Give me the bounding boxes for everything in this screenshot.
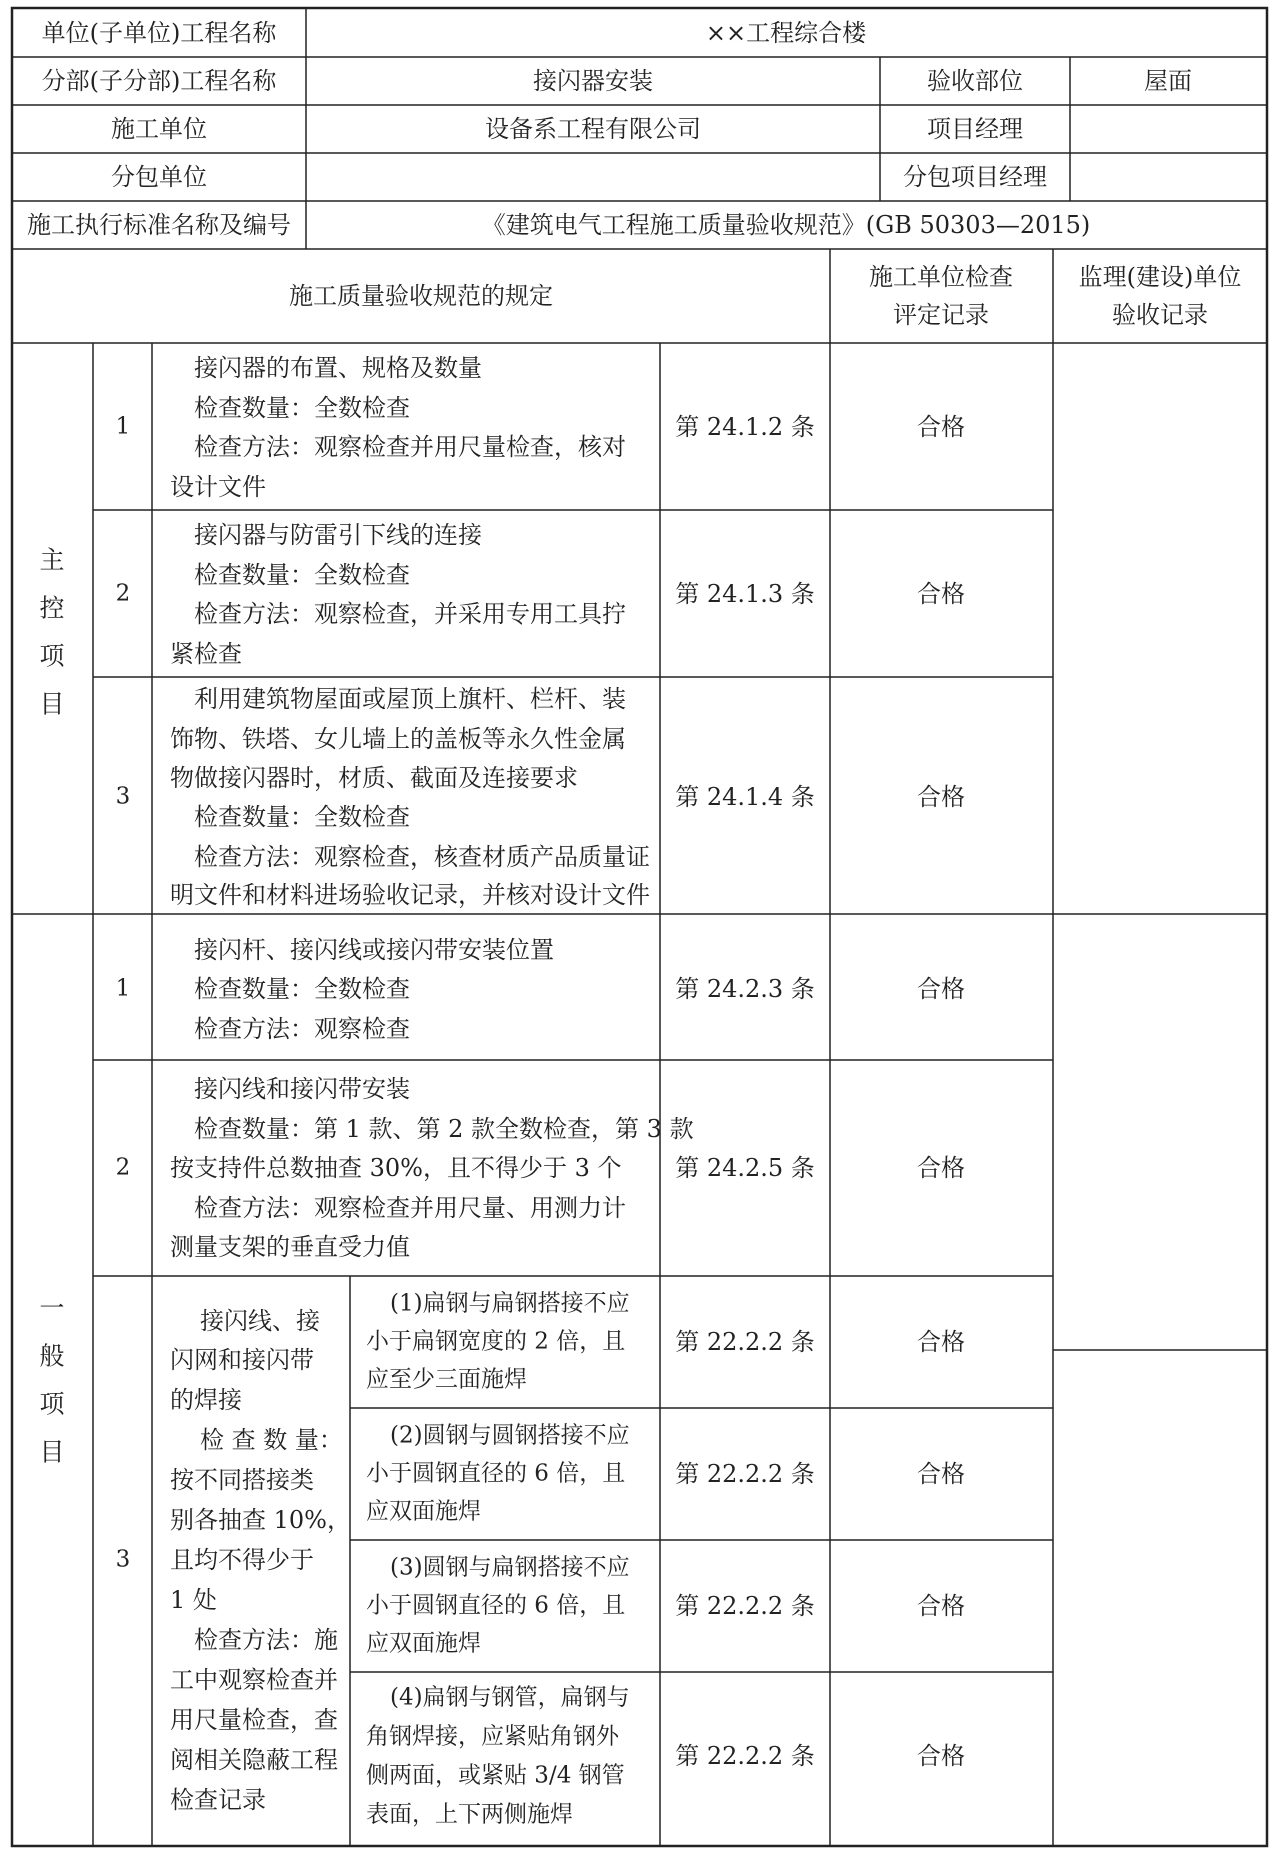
supervisor-header-line2: 验收记录: [1112, 301, 1208, 329]
weld-desc-line: 1 处: [170, 1586, 217, 1614]
spec-text-line: 测量支架的垂直受力值: [170, 1233, 410, 1261]
general-category-char: 一: [39, 1293, 65, 1323]
check-result: 合格: [917, 1328, 965, 1356]
check-result: 合格: [917, 1460, 965, 1488]
weld-rule-line: 应至少三面施焊: [366, 1366, 527, 1393]
weld-rule-line: 表面，上下两侧施焊: [366, 1801, 573, 1828]
weld-desc-line: 闪网和接闪带: [170, 1346, 314, 1374]
spec-text-line: 检查数量：全数检查: [194, 803, 410, 831]
weld-rule-line: 小于圆钢直径的 6 倍，且: [366, 1460, 626, 1487]
check-result: 合格: [917, 975, 965, 1003]
weld-desc-line: 阅相关隐蔽工程: [170, 1746, 338, 1774]
weld-desc-line: 检查方法：施: [194, 1626, 338, 1654]
spec-text-line: 利用建筑物屋面或屋顶上旗杆、栏杆、装: [194, 685, 626, 713]
spec-text-line: 饰物、铁塔、女儿墙上的盖板等永久性金属: [170, 725, 626, 753]
spec-text-line: 明文件和材料进场验收记录，并核对设计文件: [170, 881, 650, 909]
item-number: 3: [115, 1546, 131, 1573]
general-category-char: 项: [39, 1389, 65, 1419]
item-number: 1: [115, 975, 131, 1002]
contractor-label: 施工单位: [111, 115, 207, 143]
spec-text-line: 接闪器与防雷引下线的连接: [194, 521, 482, 549]
item-number: 2: [115, 580, 131, 607]
item-number: 2: [115, 1154, 131, 1181]
spec-text-line: 按支持件总数抽查 30%，且不得少于 3 个: [170, 1154, 622, 1182]
contractor-check-header-line1: 施工单位检查: [869, 263, 1013, 291]
spec-text-line: 检查方法：观察检查: [194, 1015, 410, 1043]
subproject-label: 分部(子分部)工程名称: [41, 67, 277, 95]
pm-label: 项目经理: [927, 115, 1023, 143]
weld-rule-line: 应双面施焊: [366, 1498, 481, 1525]
weld-rule-line: 小于扁钢宽度的 2 倍，且: [366, 1328, 626, 1355]
standard-value: 《建筑电气工程施工质量验收规范》(GB 50303—2015): [481, 211, 1091, 239]
project-label: 单位(子单位)工程名称: [41, 19, 277, 47]
clause-reference: 第 24.1.4 条: [675, 783, 815, 811]
check-result: 合格: [917, 1592, 965, 1620]
weld-rule-line: (3)圆钢与扁钢搭接不应: [390, 1554, 630, 1581]
weld-desc-line: 检查记录: [170, 1786, 266, 1814]
check-result: 合格: [917, 413, 965, 441]
item-number: 3: [115, 783, 131, 810]
check-result: 合格: [917, 580, 965, 608]
weld-rule-line: 小于圆钢直径的 6 倍，且: [366, 1592, 626, 1619]
weld-desc-line: 用尺量检查，查: [170, 1706, 338, 1734]
subcontractor-label: 分包单位: [111, 163, 207, 191]
main-category-char: 目: [39, 689, 65, 719]
spec-text-line: 检查数量：全数检查: [194, 561, 410, 589]
weld-rule-line: 应双面施焊: [366, 1630, 481, 1657]
check-result: 合格: [917, 783, 965, 811]
weld-desc-line: 接闪线、接: [200, 1307, 320, 1335]
acceptance-part-value: 屋面: [1144, 67, 1192, 95]
spec-column-header: 施工质量验收规范的规定: [289, 282, 553, 310]
spec-text-line: 紧检查: [170, 640, 242, 668]
project-value: ××工程综合楼: [705, 19, 867, 47]
spec-text-line: 接闪杆、接闪线或接闪带安装位置: [194, 936, 554, 964]
weld-desc-line: 别各抽查 10%，: [170, 1506, 351, 1534]
weld-desc-line: 工中观察检查并: [170, 1666, 338, 1694]
spec-text-line: 检查方法：观察检查并用尺量检查，核对: [194, 433, 626, 461]
weld-rule-line: (1)扁钢与扁钢搭接不应: [390, 1290, 630, 1317]
weld-desc-line: 按不同搭接类: [170, 1466, 314, 1494]
contractor-value: 设备系工程有限公司: [485, 115, 701, 143]
spec-text-line: 检查数量：第 1 款、第 2 款全数检查，第 3 款: [194, 1115, 694, 1143]
main-category-char: 控: [39, 593, 65, 623]
clause-reference: 第 24.2.5 条: [675, 1154, 815, 1182]
spec-text-line: 接闪器的布置、规格及数量: [194, 354, 482, 382]
spec-text-line: 检查数量：全数检查: [194, 975, 410, 1003]
clause-reference: 第 24.1.2 条: [675, 413, 815, 441]
clause-reference: 第 24.2.3 条: [675, 975, 815, 1003]
spec-text-line: 检查方法：观察检查并用尺量、用测力计: [194, 1194, 626, 1222]
clause-reference: 第 22.2.2 条: [675, 1742, 815, 1770]
spec-text-line: 检查方法：观察检查，并采用专用工具拧: [194, 600, 626, 628]
main-category-char: 项: [39, 641, 65, 671]
main-category-char: 主: [39, 545, 65, 575]
spec-text-line: 设计文件: [170, 473, 266, 501]
item-number: 1: [115, 413, 131, 440]
spec-text-line: 检查方法：观察检查，核查材质产品质量证: [194, 843, 650, 871]
acceptance-part-label: 验收部位: [927, 67, 1023, 95]
clause-reference: 第 22.2.2 条: [675, 1328, 815, 1356]
spec-text-line: 物做接闪器时，材质、截面及连接要求: [170, 764, 578, 792]
weld-rule-line: (2)圆钢与圆钢搭接不应: [390, 1422, 630, 1449]
subproject-value: 接闪器安装: [533, 67, 653, 95]
weld-rule-line: 侧两面，或紧贴 3/4 钢管: [366, 1762, 625, 1789]
weld-rule-line: 角钢焊接，应紧贴角钢外: [366, 1723, 619, 1750]
contractor-check-header-line2: 评定记录: [893, 301, 989, 329]
weld-desc-line: 且均不得少于: [170, 1546, 314, 1574]
spec-text-line: 接闪线和接闪带安装: [194, 1075, 410, 1103]
weld-desc-line: 的焊接: [170, 1386, 242, 1414]
spec-text-line: 检查数量：全数检查: [194, 394, 410, 422]
standard-label: 施工执行标准名称及编号: [27, 211, 291, 239]
check-result: 合格: [917, 1154, 965, 1182]
weld-desc-line: 检 查 数 量：: [200, 1426, 343, 1454]
weld-rule-line: (4)扁钢与钢管，扁钢与: [390, 1684, 630, 1711]
clause-reference: 第 22.2.2 条: [675, 1460, 815, 1488]
supervisor-header-line1: 监理(建设)单位: [1078, 263, 1242, 291]
clause-reference: 第 24.1.3 条: [675, 580, 815, 608]
general-category-char: 般: [39, 1341, 65, 1371]
clause-reference: 第 22.2.2 条: [675, 1592, 815, 1620]
check-result: 合格: [917, 1742, 965, 1770]
sub-pm-label: 分包项目经理: [903, 163, 1047, 191]
general-category-char: 目: [39, 1437, 65, 1467]
